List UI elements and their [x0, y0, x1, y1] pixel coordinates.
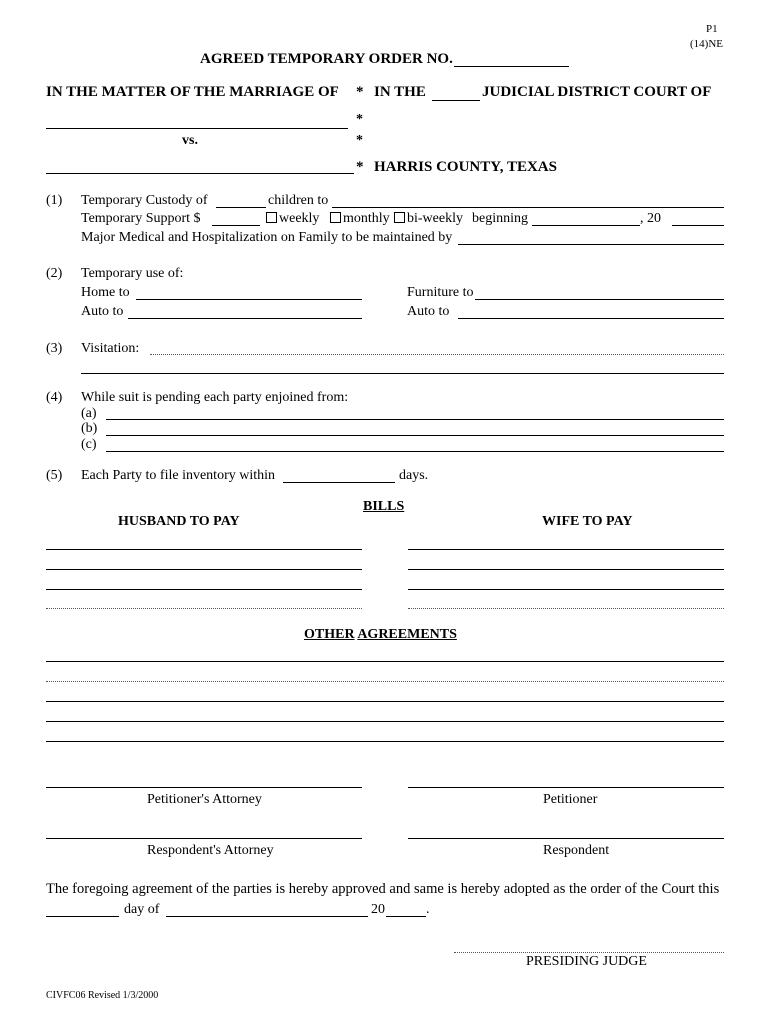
enjoined-b-field[interactable]: [106, 435, 724, 436]
approval-text: The foregoing agreement of the parties is hereby approved and same is hereby adopted as the order of the Court this: [46, 881, 720, 897]
furniture-to-field[interactable]: [475, 299, 724, 300]
checkbox-icon[interactable]: [266, 212, 277, 223]
judge-signature[interactable]: [454, 952, 724, 953]
auto-label: Auto to: [81, 304, 124, 319]
furniture-label: Furniture to: [407, 285, 474, 300]
revision-footer: CIVFC06 Revised 1/3/2000: [46, 990, 159, 1001]
petitioner-attorney-signature[interactable]: [46, 787, 362, 788]
sub-a-label: (a): [81, 406, 97, 421]
custody-label: Temporary Custody of: [81, 193, 208, 208]
beginning-label: beginning: [472, 211, 528, 226]
agreement-line[interactable]: [46, 681, 724, 682]
sub-b-label: (b): [81, 421, 98, 436]
other-word: OTHER: [304, 627, 355, 642]
children-count-field[interactable]: [216, 207, 266, 208]
days-label: days.: [399, 468, 429, 483]
agreement-line[interactable]: [46, 661, 724, 662]
vs-label: vs.: [182, 133, 198, 148]
approval-day-field[interactable]: [46, 916, 119, 917]
checkbox-icon[interactable]: [394, 212, 405, 223]
support-amount-field[interactable]: [212, 225, 260, 226]
monthly-label: monthly: [343, 211, 390, 226]
agreement-line[interactable]: [46, 741, 724, 742]
wife-bill-line[interactable]: [408, 589, 724, 590]
beginning-date-field[interactable]: [532, 225, 640, 226]
district-number-field[interactable]: [432, 100, 480, 101]
auto2-to-field[interactable]: [458, 318, 724, 319]
matter-heading: IN THE MATTER OF THE MARRIAGE OF: [46, 84, 339, 100]
visitation-label: Visitation:: [81, 341, 140, 356]
county-label: HARRIS COUNTY, TEXAS: [374, 159, 557, 175]
item-number: (4): [46, 390, 63, 405]
order-number-field[interactable]: [454, 66, 569, 67]
caption-star: *: [356, 84, 364, 100]
children-to-label: children to: [268, 193, 329, 208]
husband-bill-line[interactable]: [46, 549, 362, 550]
year-prefix: , 20: [640, 211, 661, 226]
agreement-line[interactable]: [46, 721, 724, 722]
home-label: Home to: [81, 285, 130, 300]
wife-bill-line[interactable]: [408, 549, 724, 550]
item-number: (2): [46, 266, 63, 281]
support-label: Temporary Support $: [81, 211, 201, 226]
wife-bill-line[interactable]: [408, 608, 724, 609]
husband-heading: HUSBAND TO PAY: [118, 514, 240, 529]
item-number: (5): [46, 468, 63, 483]
wife-bill-line[interactable]: [408, 569, 724, 570]
weekly-label: weekly: [279, 211, 320, 226]
enjoined-a-field[interactable]: [106, 419, 724, 420]
day-of-label: day of: [124, 902, 160, 917]
monthly-option[interactable]: [330, 212, 390, 226]
inventory-label: Each Party to file inventory within: [81, 468, 276, 483]
auto2-label: Auto to: [407, 304, 450, 319]
agreements-word: AGREEMENTS: [357, 627, 457, 642]
in-the-label: IN THE: [374, 84, 426, 100]
petitioner-signature[interactable]: [408, 787, 724, 788]
custody-to-field[interactable]: [332, 207, 724, 208]
weekly-option[interactable]: [266, 212, 319, 226]
checkbox-icon[interactable]: [330, 212, 341, 223]
visitation-field-2[interactable]: [81, 373, 724, 374]
other-agreements-title: [304, 628, 457, 642]
approval-year-field[interactable]: [386, 916, 426, 917]
page-code: P1: [706, 23, 718, 35]
biweekly-label: bi-weekly: [407, 211, 463, 226]
respondent-attorney-signature[interactable]: [46, 838, 362, 839]
petitioner-label: Petitioner: [543, 792, 598, 807]
respondent-attorney-label: Respondent's Attorney: [147, 843, 274, 858]
auto-to-field[interactable]: [128, 318, 362, 319]
caption-star: *: [356, 133, 363, 148]
approval-year-prefix: 20: [371, 902, 385, 917]
sub-c-label: (c): [81, 437, 97, 452]
beginning-year-field[interactable]: [672, 225, 724, 226]
home-to-field[interactable]: [136, 299, 362, 300]
enjoined-label: While suit is pending each party enjoined from:: [81, 390, 349, 405]
respondent-label: Respondent: [543, 843, 610, 858]
form-title: AGREED TEMPORARY ORDER NO.: [200, 51, 453, 67]
presiding-judge-label: PRESIDING JUDGE: [526, 954, 647, 969]
item-number: (3): [46, 341, 63, 356]
approval-period: .: [426, 902, 430, 917]
medical-maintained-by-field[interactable]: [458, 244, 724, 245]
husband-bill-line[interactable]: [46, 608, 362, 609]
item-number: (1): [46, 193, 63, 208]
temporary-use-label: Temporary use of:: [81, 266, 184, 281]
visitation-field[interactable]: [150, 354, 724, 355]
husband-bill-line[interactable]: [46, 589, 362, 590]
respondent-name-field[interactable]: [46, 173, 354, 174]
husband-bill-line[interactable]: [46, 569, 362, 570]
respondent-signature[interactable]: [408, 838, 724, 839]
inventory-days-field[interactable]: [283, 482, 395, 483]
caption-star: *: [356, 159, 364, 175]
medical-label: Major Medical and Hospitalization on Family to be maintained by: [81, 230, 453, 245]
agreement-line[interactable]: [46, 701, 724, 702]
form-code: (14)NE: [690, 38, 723, 50]
enjoined-c-field[interactable]: [106, 451, 724, 452]
petitioner-name-field[interactable]: [46, 128, 348, 129]
petitioner-attorney-label: Petitioner's Attorney: [147, 792, 262, 807]
biweekly-option[interactable]: [394, 212, 463, 226]
court-label: JUDICIAL DISTRICT COURT OF: [482, 84, 712, 100]
caption-star: *: [356, 112, 363, 127]
approval-month-field[interactable]: [166, 916, 368, 917]
bills-title: BILLS: [363, 499, 405, 514]
wife-heading: WIFE TO PAY: [542, 514, 633, 529]
